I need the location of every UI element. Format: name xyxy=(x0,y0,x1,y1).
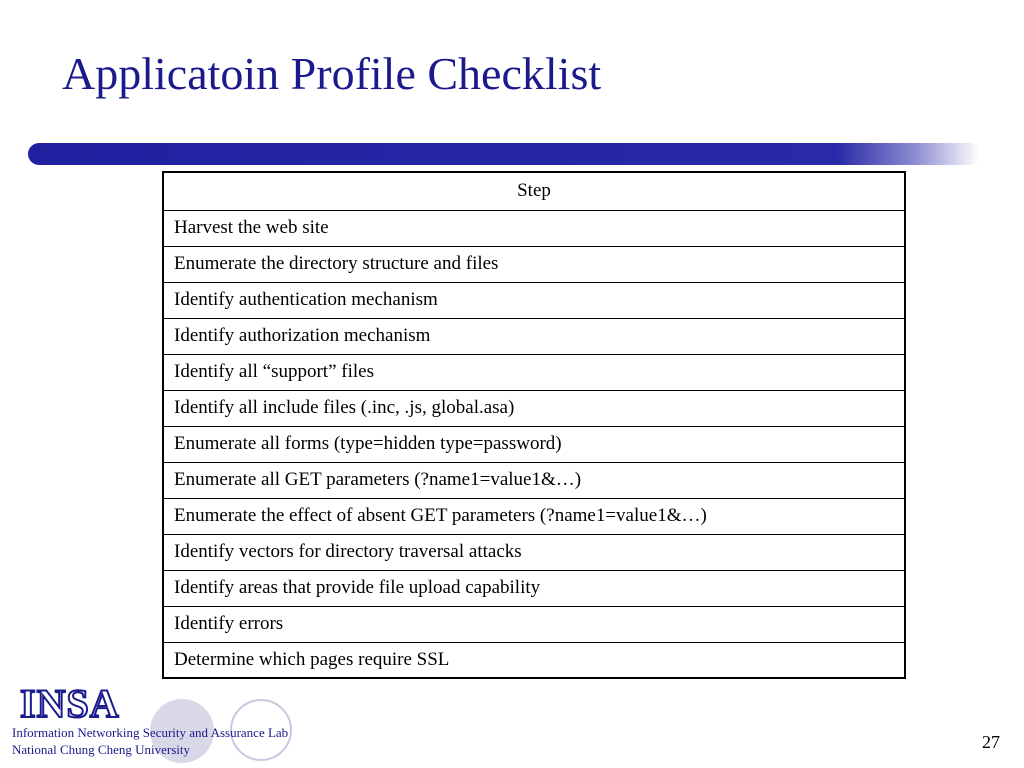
table-cell: Enumerate all GET parameters (?name1=value1&…) xyxy=(163,462,905,498)
table-row xyxy=(163,570,905,606)
table-row xyxy=(163,246,905,282)
table-row xyxy=(163,606,905,642)
table-cell: Identify areas that provide file upload capability xyxy=(163,570,905,606)
table-row xyxy=(163,318,905,354)
table-row xyxy=(163,498,905,534)
slide-title: Applicatoin Profile Checklist xyxy=(62,48,602,99)
footer-lab-name: Information Networking Security and Assurance Lab xyxy=(12,725,289,740)
table-cell: Enumerate the effect of absent GET parameters (?name1=value1&…) xyxy=(163,498,905,534)
table-cell: Enumerate the directory structure and files xyxy=(163,246,905,282)
table-row xyxy=(163,210,905,246)
table-cell: Identify vectors for directory traversal attacks xyxy=(163,534,905,570)
table-row xyxy=(163,354,905,390)
insa-logo: INSA xyxy=(20,681,120,726)
table-row xyxy=(163,426,905,462)
table-cell: Identify authentication mechanism xyxy=(163,282,905,318)
table-cell: Identify errors xyxy=(163,606,905,642)
table-cell: Enumerate all forms (type=hidden type=password) xyxy=(163,426,905,462)
page-number: 27 xyxy=(982,732,1000,752)
table-header-row xyxy=(163,172,905,210)
table-cell: Determine which pages require SSL xyxy=(163,642,905,678)
table-row xyxy=(163,534,905,570)
table-row xyxy=(163,642,905,678)
table-cell: Harvest the web site xyxy=(163,210,905,246)
table-cell: Identify authorization mechanism xyxy=(163,318,905,354)
footer-university-name: National Chung Cheng University xyxy=(12,742,191,757)
checklist-table xyxy=(162,171,906,679)
title-underline-bar xyxy=(28,143,980,165)
table-row xyxy=(163,282,905,318)
table-cell: Identify all include files (.inc, .js, global.asa) xyxy=(163,390,905,426)
table-row xyxy=(163,390,905,426)
table-row xyxy=(163,462,905,498)
column-header-step: Step xyxy=(163,172,905,210)
table-cell: Identify all “support” files xyxy=(163,354,905,390)
